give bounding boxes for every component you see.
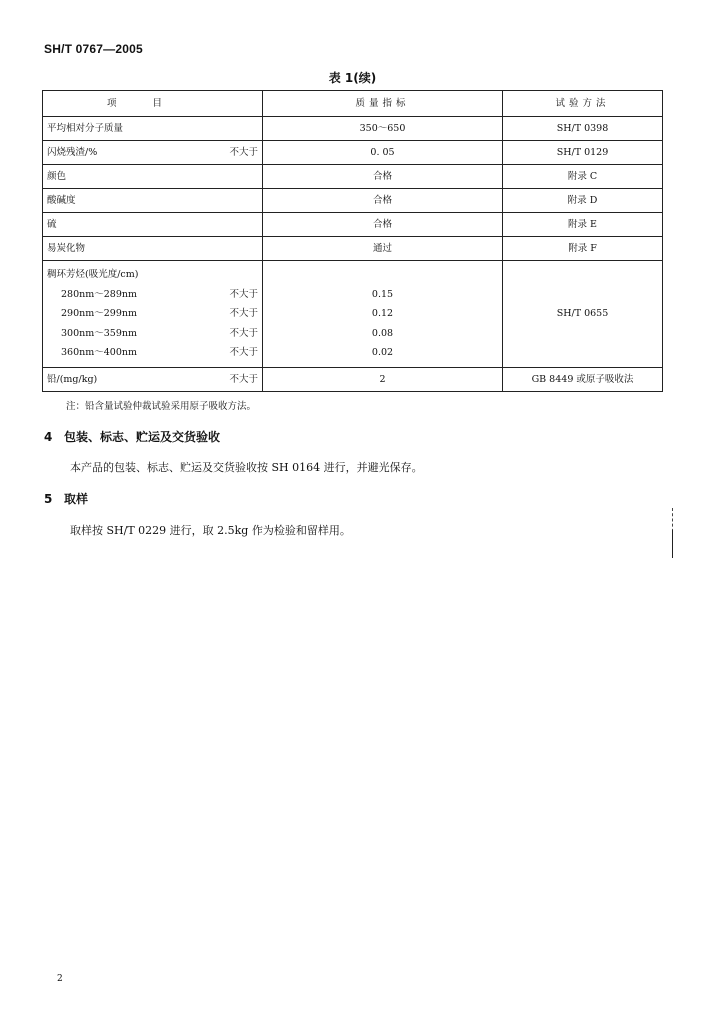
row-item: 易炭化物: [47, 243, 86, 254]
header-value: 质量指标: [263, 91, 503, 117]
row-item: 平均相对分子质量: [47, 123, 124, 134]
table-caption: 表 1(续): [328, 71, 377, 85]
group-subrow: [47, 324, 258, 344]
subrow-value: 0.15: [371, 288, 394, 300]
row-method: SH/T 0129: [503, 141, 663, 165]
group-title: 稠环芳烃(吸光度/cm): [47, 269, 139, 280]
group-subrow: [47, 304, 258, 324]
subrow-condition: 不大于: [229, 327, 258, 339]
table-row: [43, 189, 663, 213]
subrow-range: 360nm～400nm: [61, 347, 138, 358]
row-method: GB 8449 或原子吸收法: [503, 367, 663, 391]
table-row: [43, 165, 663, 189]
subrow-range: 290nm～299nm: [61, 308, 138, 319]
standard-code: SH/T 0767—2005: [44, 42, 143, 56]
row-value: 合格: [263, 213, 503, 237]
row-item: 闪烧残渣/%: [47, 147, 98, 158]
section-heading: [44, 428, 220, 445]
row-item: 铅/(mg/kg): [47, 373, 98, 385]
subrow-condition: 不大于: [229, 288, 258, 300]
table-row: [43, 141, 663, 165]
subrow-range: 280nm～289nm: [61, 288, 138, 300]
margin-mark: [672, 530, 674, 558]
row-method: SH/T 0398: [503, 117, 663, 141]
group-subrow: [47, 343, 258, 363]
section-title: 包装、标志、贮运及交货验收: [64, 430, 221, 444]
section-heading: [44, 490, 88, 507]
row-method: 附录 E: [503, 213, 663, 237]
row-method: 附录 F: [503, 237, 663, 261]
table-row: [43, 367, 663, 391]
subrow-range: 300nm～359nm: [61, 327, 138, 339]
row-condition: 不大于: [229, 373, 258, 385]
header-item: 项目: [43, 91, 263, 117]
subrow-value: 0.12: [371, 308, 394, 319]
row-method: 附录 C: [503, 165, 663, 189]
table-row: [43, 117, 663, 141]
section-number: 4: [44, 430, 53, 444]
row-item: 酸碱度: [47, 195, 76, 206]
table-row: [43, 237, 663, 261]
row-value: 合格: [263, 189, 503, 213]
table-row-group: [43, 261, 663, 368]
subrow-condition: 不大于: [229, 308, 258, 319]
row-method: 附录 D: [503, 189, 663, 213]
table-header-row: [43, 91, 663, 117]
subrow-condition: 不大于: [229, 347, 258, 358]
section-body: 本产品的包装、标志、贮运及交货验收按 SH 0164 进行，并避光保存。: [70, 461, 423, 474]
section-title: 取样: [64, 492, 89, 506]
row-value: 2: [263, 367, 503, 391]
group-subrow: [47, 285, 258, 305]
subrow-value: 0.02: [371, 347, 394, 358]
header-method: 试验方法: [503, 91, 663, 117]
section-body: 取样按 SH/T 0229 进行，取 2.5kg 作为检验和留样用。: [70, 524, 351, 537]
row-value: 合格: [263, 165, 503, 189]
row-value: 350～650: [263, 117, 503, 141]
row-value: 0. 05: [263, 141, 503, 165]
group-method: SH/T 0655: [503, 261, 663, 368]
row-item: 硫: [47, 219, 57, 230]
table-note: 注：铅含量试验仲裁试验采用原子吸收方法。: [66, 401, 257, 412]
row-item: 颜色: [47, 171, 67, 182]
page-number: 2: [57, 974, 63, 984]
row-condition: 不大于: [229, 147, 258, 158]
spec-table: [42, 90, 663, 392]
table-row: [43, 213, 663, 237]
section-number: 5: [44, 492, 53, 506]
subrow-value: 0.08: [371, 327, 394, 339]
row-value: 通过: [263, 237, 503, 261]
